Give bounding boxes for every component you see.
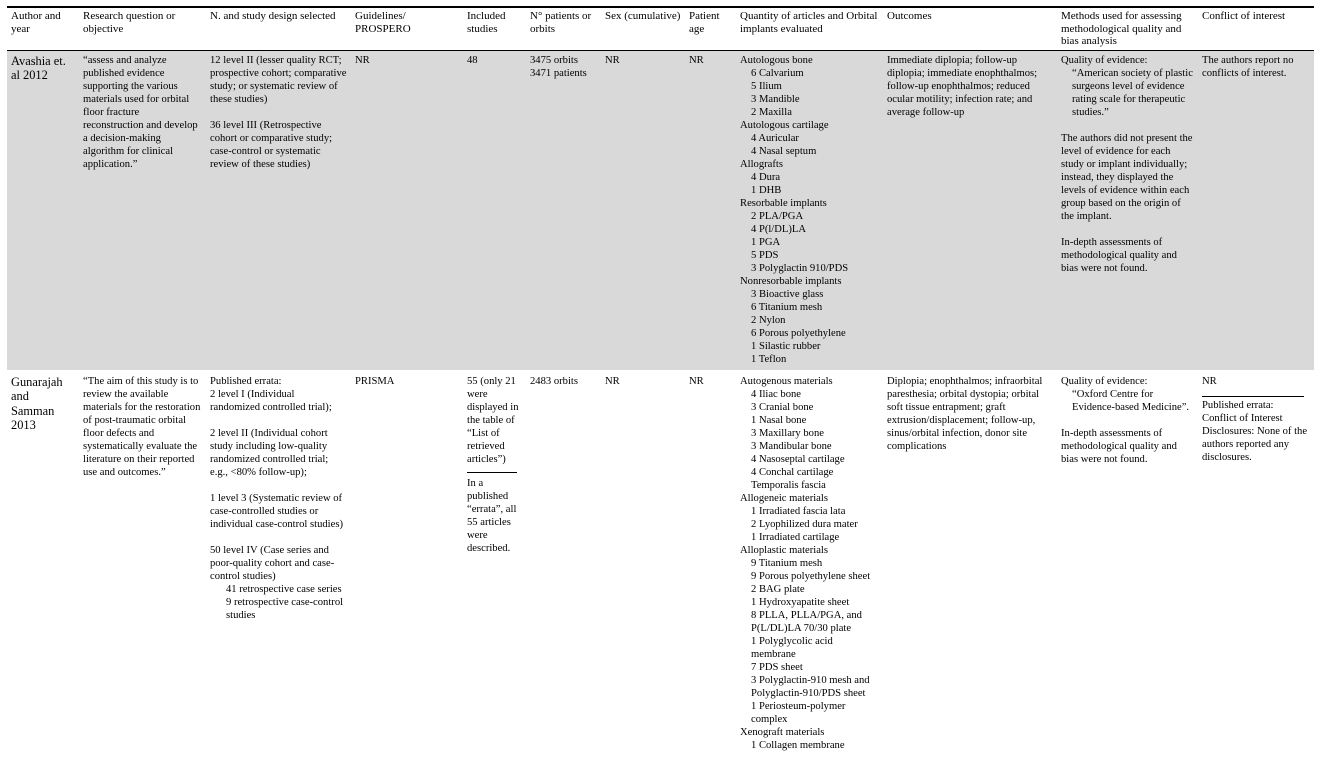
- cell-conflict: The authors report no conflicts of interest.: [1198, 50, 1314, 371]
- methods-line: “American society of plastic surgeons level of evidence rating scale for therapeutic studies.”: [1072, 67, 1193, 118]
- design-line: 12 level II (lesser quality RCT; prospective cohort; comparative study; or systematic review of these studies): [210, 54, 347, 105]
- header-objective: Research question or objective: [83, 10, 176, 35]
- methods-line: In-depth assessments of methodological quality and bias were not found.: [1061, 236, 1177, 274]
- design-line: 2 level II (Individual cohort study including low-quality randomized controlled trial; e.g., <80% follow-up);: [210, 427, 329, 478]
- implant-group: Autogenous materials: [740, 375, 833, 387]
- implant-item: 3 Mandible: [751, 93, 800, 105]
- implant-list: [740, 54, 879, 366]
- implant-item: 4 Auricular: [751, 132, 799, 144]
- included-line: In a published “errata”, all 55 articles were described.: [467, 477, 517, 554]
- implant-item: 4 Conchal cartilage: [751, 466, 834, 478]
- header-conflict: Conflict of interest: [1202, 10, 1286, 22]
- cell-patients: 2483 orbits: [530, 375, 578, 387]
- implant-item: 1 Polyglycolic acid membrane: [751, 635, 833, 660]
- cell-sex: NR: [605, 375, 620, 387]
- cell-guidelines: PRISMA: [355, 375, 395, 387]
- header-row: [7, 7, 1314, 50]
- methods-line: In-depth assessments of methodological quality and bias were not found.: [1061, 427, 1177, 465]
- cell-implants: [736, 371, 883, 756]
- implant-item: 9 Titanium mesh: [751, 557, 823, 569]
- header-sex: Sex (cumulative): [605, 10, 681, 22]
- header-design: N. and study design selected: [210, 10, 336, 22]
- cell-divider: [467, 472, 517, 473]
- implant-group: Allografts: [740, 158, 783, 170]
- implant-item: 3 Bioactive glass: [751, 288, 824, 300]
- included-line: 55 (only 21 were displayed in the table of “List of retrieved articles”): [467, 375, 519, 465]
- implant-item: 2 Maxilla: [751, 106, 792, 118]
- implant-item: 3 Polyglactin 910/PDS: [751, 262, 849, 274]
- implant-group: Nonresorbable implants: [740, 275, 842, 287]
- table-row-avashia: [7, 50, 1314, 371]
- design-line: 2 level I (Individual randomized controlled trial);: [210, 388, 332, 413]
- implant-item: 1 Nasal bone: [751, 414, 807, 426]
- implant-group: Xenograft materials: [740, 726, 825, 738]
- cell-methods: [1057, 50, 1198, 371]
- cell-included: 48: [463, 50, 526, 371]
- design-line: Published errata:: [210, 375, 282, 387]
- cell-age: NR: [689, 375, 704, 387]
- header-outcomes: Outcomes: [887, 10, 932, 22]
- review-table-sheet: [7, 6, 1314, 756]
- implant-item: 4 Dura: [751, 171, 781, 183]
- implant-item: 1 Irradiated fascia lata: [751, 505, 846, 517]
- implant-item: 1 Hydroxyapatite sheet: [751, 596, 850, 608]
- design-line: 36 level III (Retrospective cohort or comparative study; case-control or systematic review of these studies): [210, 119, 333, 170]
- design-line: 1 level 3 (Systematic review of case-controlled studies or individual case-control studies): [210, 492, 343, 530]
- design-line: 50 level IV (Case series and poor-quality cohort and case-control studies): [210, 544, 335, 582]
- header-implants: Quantity of articles and Orbital implants evaluated: [740, 10, 878, 35]
- implant-item: 2 Nylon: [751, 314, 786, 326]
- implant-item: 1 Irradiated cartilage: [751, 531, 840, 543]
- implant-item: 2 PLA/PGA: [751, 210, 804, 222]
- methods-line: Quality of evidence:: [1061, 54, 1148, 66]
- cell-guidelines: NR: [351, 50, 463, 371]
- implant-item: 4 Nasal septum: [751, 145, 817, 157]
- table-row-gunarajah: [7, 371, 1314, 756]
- implant-item: 3 Cranial bone: [751, 401, 814, 413]
- cell-conflict: [1198, 371, 1314, 756]
- implant-group: Allogeneic materials: [740, 492, 828, 504]
- cell-methods: [1057, 371, 1198, 756]
- implant-item: 4 Nasoseptal cartilage: [751, 453, 845, 465]
- implant-item: 4 P(l/DL)LA: [751, 223, 807, 235]
- cell-outcomes: Diplopia; enophthalmos; infraorbital paresthesia; orbital dystopia; orbital soft tissue entrapment; graft extrusion/displacement; follow-up, sinus/orbital infection, donor site complications: [887, 375, 1043, 452]
- patients-line: 3475 orbits: [530, 54, 578, 66]
- implant-item: 1 DHB: [751, 184, 782, 196]
- cell-objective: “assess and analyze published evidence supporting the various materials used for orbital floor fracture reconstruction and develop a decision-making algorithm for clinical application.”: [79, 50, 206, 371]
- cell-author: Avashia et. al 2012: [7, 50, 79, 371]
- cell-objective: “The aim of this study is to review the available materials for the restoration of post-traumatic orbital floor defects and systematically evaluate the literature on their reported use and outcomes.”: [83, 375, 201, 478]
- patients-line: 3471 patients: [530, 67, 587, 79]
- header-guidelines: Guidelines/ PROSPERO: [355, 10, 411, 35]
- implant-item: 9 Porous polyethylene sheet: [751, 570, 871, 582]
- cell-design: [206, 371, 351, 756]
- header-patients: N° patients or orbits: [530, 10, 592, 35]
- implant-item: 1 Teflon: [751, 353, 787, 365]
- cell-patients: [526, 50, 601, 371]
- implant-item: 3 Polyglactin-910 mesh and Polyglactin-910/PDS sheet: [751, 674, 870, 699]
- cell-implants: [736, 50, 883, 371]
- cell-age: NR: [685, 50, 736, 371]
- implant-item: 5 PDS: [751, 249, 779, 261]
- implant-item: 2 Lyophilized dura mater: [751, 518, 858, 530]
- implant-item: Temporalis fascia: [751, 479, 826, 491]
- cell-included: [463, 371, 526, 756]
- systematic-reviews-table: [7, 6, 1314, 756]
- header-author: Author and year: [11, 10, 61, 35]
- header-age: Patient age: [689, 10, 720, 35]
- cell-design: [206, 50, 351, 371]
- methods-line: “Oxford Centre for Evidence-based Medicine”.: [1072, 388, 1190, 413]
- implant-group: Resorbable implants: [740, 197, 827, 209]
- implant-item: 3 Mandibular bone: [751, 440, 832, 452]
- implant-item: 1 Collagen membrane: [751, 739, 845, 751]
- conflict-line: NR: [1202, 375, 1217, 387]
- implant-item: 3 Maxillary bone: [751, 427, 824, 439]
- header-methods: Methods used for assessing methodological quality and bias analysis: [1061, 10, 1182, 47]
- methods-line: Quality of evidence:: [1061, 375, 1148, 387]
- methods-line: The authors did not present the level of evidence for each study or implant individually; instead, they displayed the levels of evidence within each group based on the origin of the implant.: [1061, 132, 1193, 222]
- implant-item: 2 BAG plate: [751, 583, 805, 595]
- cell-sex: NR: [601, 50, 685, 371]
- implant-item: 6 Calvarium: [751, 67, 804, 79]
- design-line: 9 retrospective case-control studies: [226, 596, 344, 621]
- implant-list: [740, 375, 879, 752]
- cell-divider: [1202, 396, 1304, 397]
- implant-item: 7 PDS sheet: [751, 661, 803, 673]
- implant-group: Autologous cartilage: [740, 119, 829, 131]
- cell-author: Gunarajah and Samman 2013: [11, 374, 63, 432]
- header-included: Included studies: [467, 10, 506, 35]
- implant-item: 4 Iliac bone: [751, 388, 802, 400]
- implant-group: Alloplastic materials: [740, 544, 828, 556]
- implant-item: 5 Ilium: [751, 80, 782, 92]
- implant-item: 8 PLLA, PLLA/PGA, and P(L/DL)LA 70/30 plate: [751, 609, 862, 634]
- cell-outcomes: Immediate diplopia; follow-up diplopia; immediate enophthalmos; follow-up enophthalmos; reduced ocular motility; infection rate; and average follow-up: [883, 50, 1057, 371]
- implant-item: 1 Silastic rubber: [751, 340, 821, 352]
- implant-item: 6 Porous polyethylene: [751, 327, 846, 339]
- design-line: 41 retrospective case series: [226, 583, 342, 595]
- implant-item: 1 Periosteum-polymer complex: [751, 700, 846, 725]
- implant-group: Autologous bone: [740, 54, 813, 66]
- implant-item: 1 PGA: [751, 236, 781, 248]
- implant-item: 6 Titanium mesh: [751, 301, 823, 313]
- conflict-line: Published errata: Conflict of Interest Disclosures: None of the authors reported any disclosures.: [1202, 399, 1308, 463]
